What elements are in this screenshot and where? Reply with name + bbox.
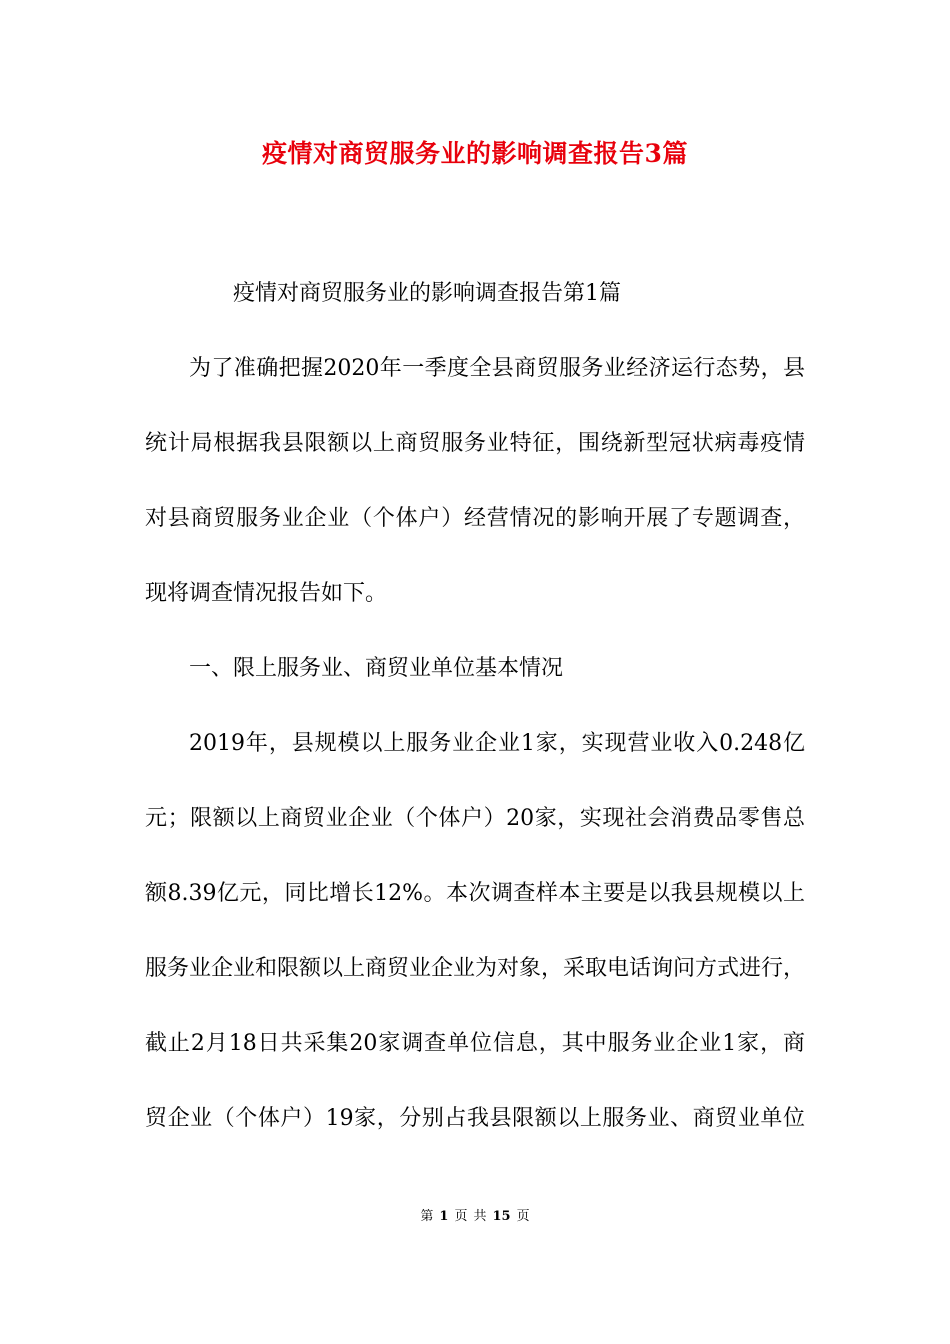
footer-page-number: 1 — [439, 1209, 449, 1224]
section-subtitle: 疫情对商贸服务业的影响调查报告第1篇 — [233, 281, 621, 306]
paragraph-line: 为了准确把握2020年一季度全县商贸服务业经济运行态势，县 — [189, 356, 805, 381]
footer-page-word: 页 — [454, 1209, 468, 1224]
footer-total-pages: 15 — [492, 1209, 511, 1224]
paragraph-line: 对县商贸服务业企业（个体户）经营情况的影响开展了专题调查， — [145, 506, 805, 531]
paragraph-line: 额8.39亿元，同比增长12%。本次调查样本主要是以我县规模以上 — [145, 881, 805, 906]
paragraph-line: 统计局根据我县限额以上商贸服务业特征，围绕新型冠状病毒疫情 — [145, 431, 805, 456]
footer-total-word: 共 — [473, 1209, 487, 1224]
page-footer — [0, 1207, 950, 1227]
paragraph-line: 2019年，县规模以上服务业企业1家，实现营业收入0.248亿 — [189, 731, 805, 756]
footer-prefix: 第 — [420, 1209, 434, 1224]
document-title: 疫情对商贸服务业的影响调查报告3篇 — [262, 139, 688, 168]
paragraph-line: 元；限额以上商贸业企业（个体户）20家，实现社会消费品零售总 — [145, 806, 805, 831]
paragraph-line: 贸企业（个体户）19家，分别占我县限额以上服务业、商贸业单位 — [145, 1106, 805, 1131]
section-heading: 一、限上服务业、商贸业单位基本情况 — [189, 656, 564, 681]
paragraph-line: 截止2月18日共采集20家调查单位信息，其中服务业企业1家，商 — [145, 1031, 805, 1056]
paragraph-line: 服务业企业和限额以上商贸业企业为对象，采取电话询问方式进行， — [145, 956, 806, 981]
paragraph-line: 现将调查情况报告如下。 — [145, 581, 388, 606]
footer-suffix: 页 — [516, 1209, 530, 1224]
